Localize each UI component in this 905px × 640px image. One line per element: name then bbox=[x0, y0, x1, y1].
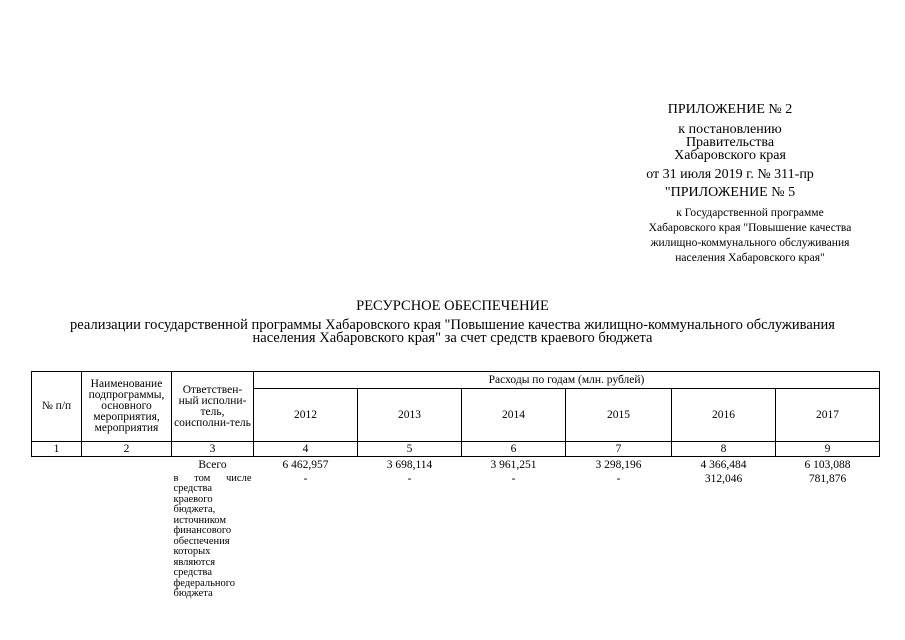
document-subtitle-line1: реализации государственной программы Хабаровского края "Повышение качества жилищно-коммунального обслуживания bbox=[70, 317, 835, 333]
document-subtitle-line2: населения Хабаровского края" за счет средств краевого бюджета bbox=[252, 330, 653, 346]
program-ref-line2: Хабаровского края "Повышение качества bbox=[648, 222, 852, 234]
decree-date: от 31 июля 2019 г. № 311-пр bbox=[646, 167, 814, 182]
decree-reference: к постановлению bbox=[678, 122, 782, 137]
table-row-federal bbox=[32, 474, 880, 600]
federal-value: - bbox=[616, 472, 621, 485]
index-cell: 5 bbox=[358, 442, 462, 457]
index-cell: 2 bbox=[82, 442, 172, 457]
header-expenses: Расходы по годам (млн. рублей) bbox=[254, 372, 880, 389]
total-value: 6 103,088 bbox=[804, 458, 851, 471]
year-header: 2013 bbox=[358, 389, 462, 442]
index-cell: 8 bbox=[672, 442, 776, 457]
federal-value: - bbox=[407, 472, 412, 485]
index-cell: 9 bbox=[776, 442, 880, 457]
federal-label: в том числе средства краевого бюджета, источником финансового обеспечения которых являются средства федерального бюджета bbox=[173, 472, 252, 599]
header-responsible: Ответствен-ный исполни-тель, соисполни-тель bbox=[172, 372, 254, 442]
federal-value: - bbox=[511, 472, 516, 485]
total-value: 4 366,484 bbox=[700, 458, 747, 471]
total-value: 3 698,114 bbox=[386, 458, 433, 471]
total-value: 3 298,196 bbox=[595, 458, 642, 471]
total-label: Всего bbox=[198, 458, 227, 471]
region-name: Хабаровского края bbox=[674, 148, 786, 163]
index-cell: 7 bbox=[566, 442, 672, 457]
resource-table bbox=[31, 371, 880, 600]
header-name: Наименование подпрограммы, основного мероприятия, мероприятия bbox=[82, 372, 172, 442]
index-cell: 4 bbox=[254, 442, 358, 457]
table-row-total bbox=[32, 457, 880, 474]
index-cell: 6 bbox=[462, 442, 566, 457]
federal-value: 312,046 bbox=[704, 472, 743, 485]
federal-value: 781,876 bbox=[808, 472, 847, 485]
total-value: 6 462,957 bbox=[282, 458, 329, 471]
program-ref-line1: к Государственной программе bbox=[676, 207, 824, 219]
federal-value: - bbox=[303, 472, 308, 485]
year-header: 2016 bbox=[672, 389, 776, 442]
inner-appendix-number: "ПРИЛОЖЕНИЕ № 5 bbox=[664, 185, 796, 200]
year-header: 2012 bbox=[254, 389, 358, 442]
government-name: Правительства bbox=[685, 135, 775, 150]
program-ref-line3: жилищно-коммунального обслуживания bbox=[650, 237, 850, 249]
index-cell: 1 bbox=[32, 442, 82, 457]
total-value: 3 961,251 bbox=[490, 458, 537, 471]
index-row bbox=[32, 442, 880, 457]
year-header: 2017 bbox=[776, 389, 880, 442]
year-header: 2014 bbox=[462, 389, 566, 442]
header-number: № п/п bbox=[32, 372, 82, 442]
appendix-number: ПРИЛОЖЕНИЕ № 2 bbox=[667, 102, 793, 117]
year-header: 2015 bbox=[566, 389, 672, 442]
document-title: РЕСУРСНОЕ ОБЕСПЕЧЕНИЕ bbox=[356, 298, 549, 314]
index-cell: 3 bbox=[172, 442, 254, 457]
program-ref-line4: населения Хабаровского края" bbox=[675, 252, 825, 264]
